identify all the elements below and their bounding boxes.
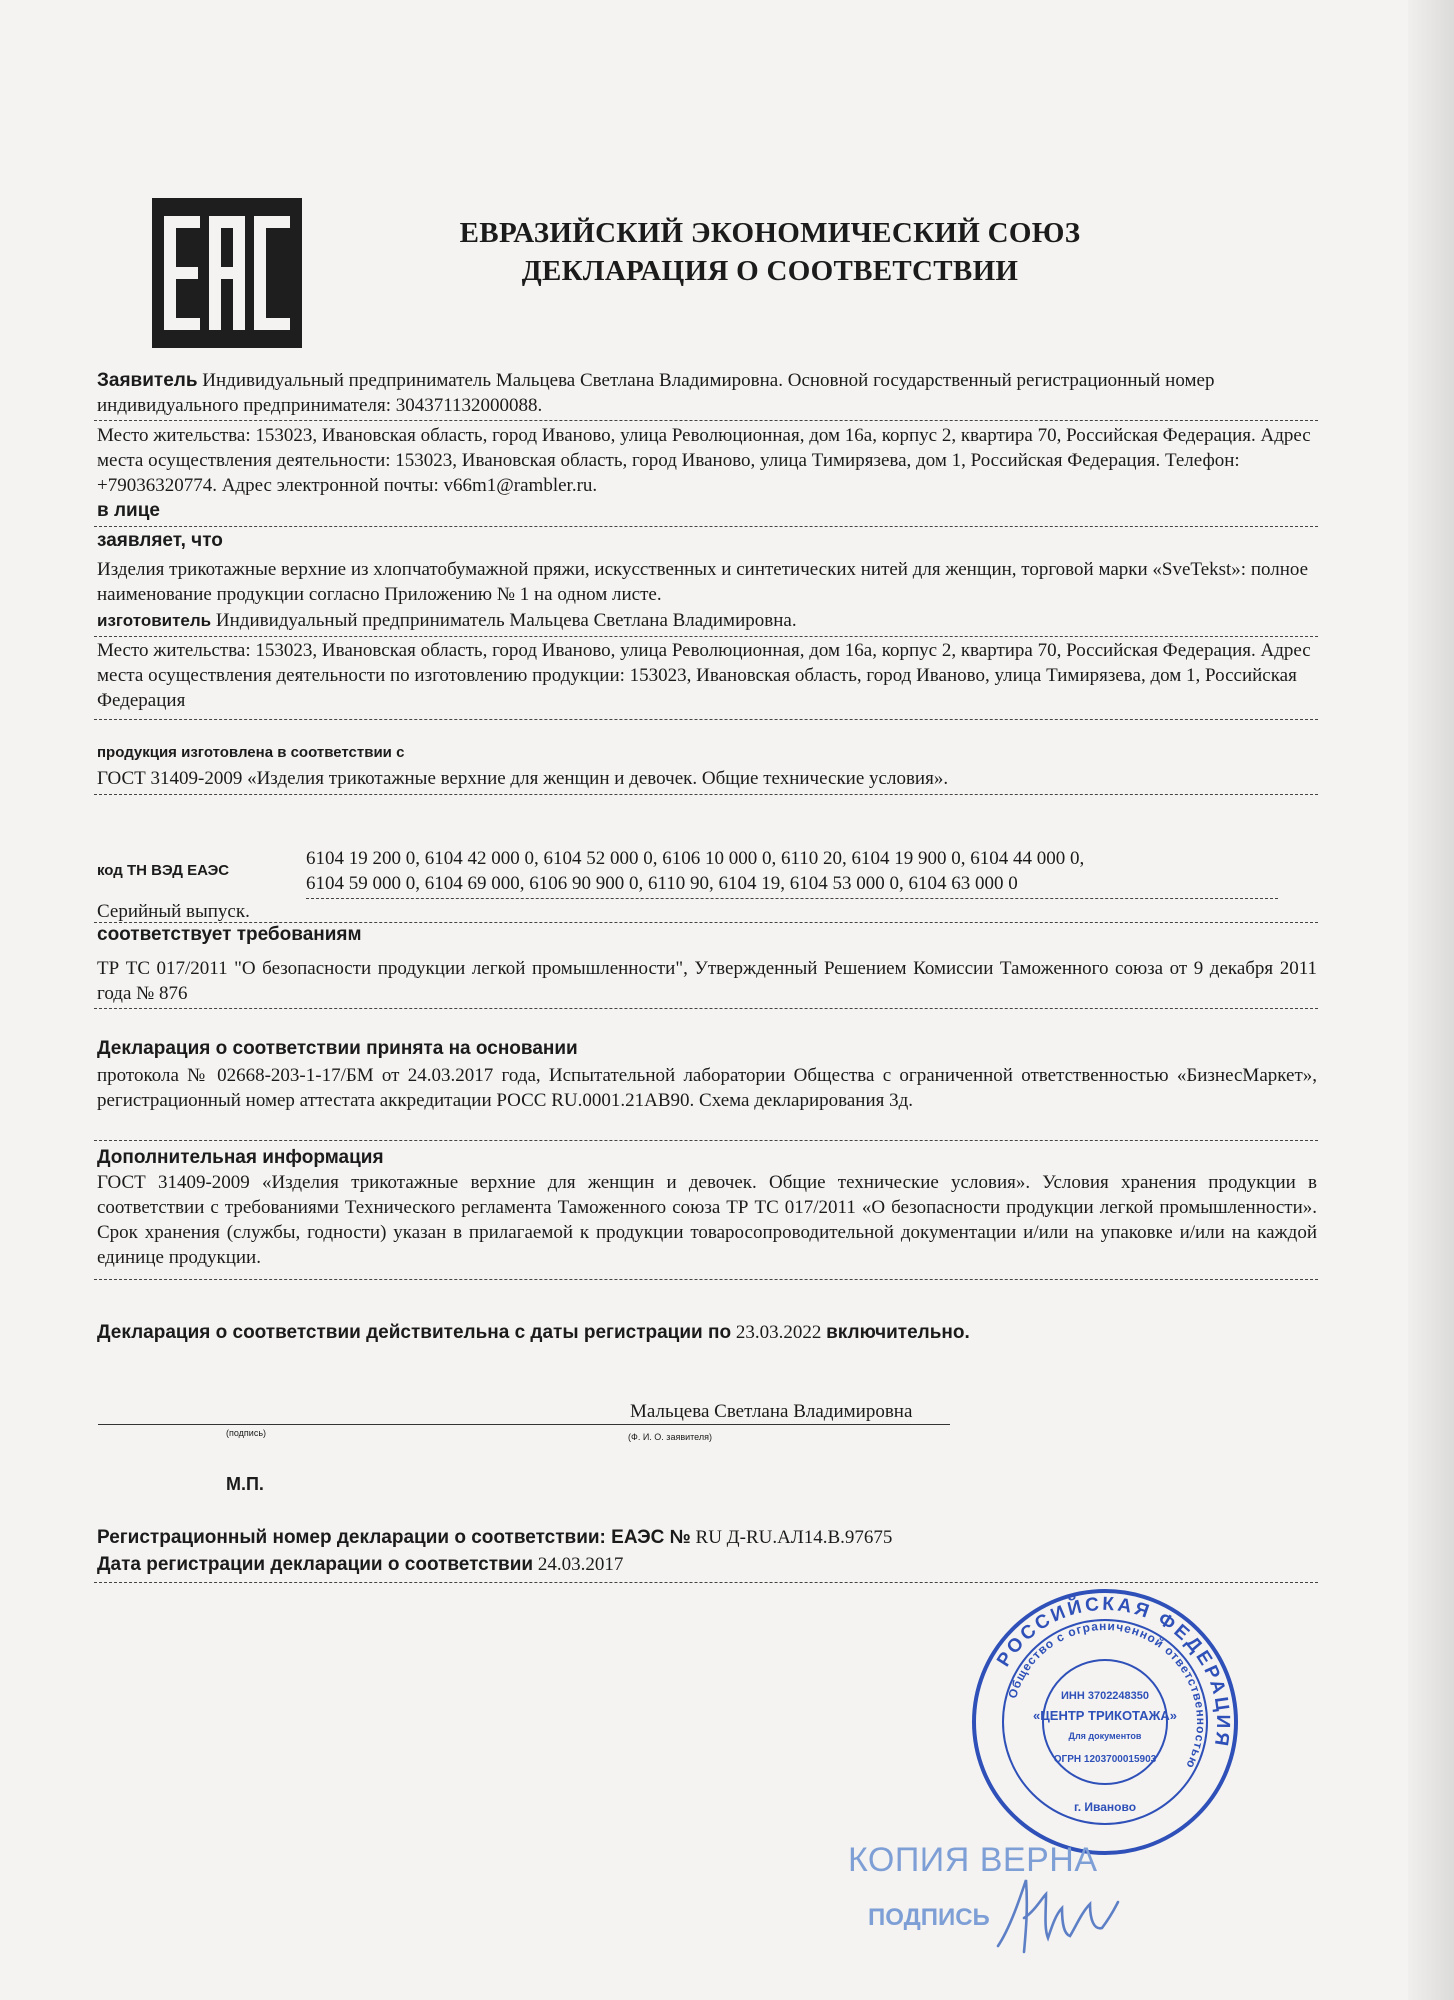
- validity-suffix: включительно.: [826, 1322, 970, 1343]
- stamp-city: г. Иваново: [1073, 1800, 1137, 1814]
- declares-label: заявляет, что: [97, 530, 223, 551]
- standard-label: продукция изготовлена в соответствии с: [97, 744, 405, 761]
- applicant-name: Мальцева Светлана Владимировна: [630, 1401, 913, 1422]
- stamp-company: «ЦЕНТР ТРИКОТАЖА»: [1033, 1708, 1177, 1723]
- page-edge-shadow: [1408, 0, 1454, 2000]
- divider: [94, 636, 1318, 637]
- basis-text: протокола № 02668-203-1-17/БМ от 24.03.2017 года, Испытательной лаборатории Общества с ограниченной ответственностью «БизнесМаркет», регистрационный номер аттестата аккредитации РОСС RU.0001.21АВ90. Схема декларирования 3д.: [97, 1065, 1317, 1111]
- name-caption: (Ф. И. О. заявителя): [628, 1432, 712, 1442]
- serial-release: Серийный выпуск.: [97, 901, 250, 922]
- manufacturer-block: [97, 608, 1317, 633]
- additional-label: Дополнительная информация: [97, 1147, 384, 1168]
- divider: [94, 1140, 1318, 1141]
- validity-line: [97, 1320, 1317, 1345]
- tn-ved-label: код ТН ВЭД ЕАЭС: [97, 862, 230, 879]
- registration-number-line: [97, 1525, 1317, 1550]
- declares-text: Изделия трикотажные верхние из хлопчатобумажной пряжи, искусственных и синтетических нитей для женщин, торговой марки «SveTekst»: полное наименование продукции согласно Приложению № 1 на одном листе.: [97, 559, 1309, 605]
- applicant-block: [97, 368, 1317, 418]
- tn-ved-codes-line1: 6104 19 200 0, 6104 42 000 0, 6104 52 000 0, 6106 10 000 0, 6110 20, 6104 19 900 0, 6104 44 000 0,: [306, 848, 1085, 869]
- divider: [94, 719, 1318, 720]
- registration-date-line: [97, 1552, 1317, 1577]
- stamp-ogrn: ОГРН 1203700015903: [1053, 1754, 1157, 1765]
- applicant-address: Место жительства: 153023, Ивановская область, город Иваново, улица Революционная, дом 16а, корпус 2, квартира 70, Российская Федерация. Адрес места осуществления деятельности: 153023, Ивановская область, город Иваново, улица Тимирязева, дом 1, Российская Федерация. Телефон: +79036320774. Адрес электронной почты: v66m1@rambler.ru.: [97, 425, 1311, 496]
- handwritten-signature: [990, 1868, 1120, 1958]
- title-declaration: ДЕКЛАРАЦИЯ О СООТВЕТСТВИИ: [521, 255, 1019, 287]
- eac-logo: [152, 198, 302, 348]
- requirements-text: ТР ТС 017/2011 "О безопасности продукции легкой промышленности", Утвержденный Решением Комиссии Таможенного союза от 9 декабря 2011 года № 876: [97, 958, 1317, 1004]
- stamp-inn: ИНН 3702248350: [1060, 1690, 1150, 1702]
- document-title: [330, 214, 1210, 290]
- stamp-outer-text: РОССИЙСКАЯ ФЕДЕРАЦИЯ: [993, 1593, 1234, 1751]
- manufacturer-text: Индивидуальный предприниматель Мальцева Светлана Владимировна.: [215, 610, 797, 631]
- registration-number: RU Д-RU.АЛ14.В.97675: [695, 1527, 893, 1548]
- stamp-inner-text: Общество с ограниченной ответственностью: [1005, 1618, 1209, 1772]
- basis-label: Декларация о соответствии принята на основании: [97, 1038, 578, 1059]
- in-person-label: в лице: [97, 500, 160, 521]
- additional-text: ГОСТ 31409-2009 «Изделия трикотажные верхние для женщин и девочек. Общие технические условия». Условия хранения продукции в соответствии с требованиями Технического регламента Таможенного союза ТР ТС 017/2011 «О безопасности продукции легкой промышленности». Срок хранения (службы, годности) указан в прилагаемой к продукции товаросопроводительной документации и/или на упаковке и/или на каждой единице продукции.: [97, 1172, 1317, 1268]
- tn-ved-codes-line2: 6104 59 000 0, 6104 69 000, 6106 90 900 0, 6110 90, 6104 19, 6104 53 000 0, 6104 63 000 0: [306, 873, 1018, 894]
- requirements-label: соответствует требованиям: [97, 924, 362, 945]
- seal-place: М.П.: [226, 1474, 264, 1494]
- divider: [94, 526, 1318, 527]
- copy-certified-stamp: КОПИЯ ВЕРНА: [848, 1841, 1098, 1879]
- signature-caption: (подпись): [226, 1428, 267, 1438]
- validity-prefix: Декларация о соответствии действительна с даты регистрации по: [97, 1322, 732, 1343]
- registration-date-label: Дата регистрации декларации о соответствии: [97, 1554, 534, 1575]
- divider: [94, 1582, 1318, 1583]
- divider: [94, 1008, 1318, 1009]
- tn-ved-codes: [306, 846, 1306, 896]
- manufacturer-label: изготовитель: [97, 611, 212, 630]
- manufacturer-address: Место жительства: 153023, Ивановская область, город Иваново, улица Революционная, дом 16а, корпус 2, квартира 70, Российская Федерация. Адрес места осуществления деятельности по изготовлению продукции: 153023, Ивановская область, город Иваново, улица Тимирязева, дом 1, Российская Федерация: [97, 640, 1311, 711]
- stamp-purpose: Для документов: [1068, 1731, 1142, 1741]
- divider: [94, 1279, 1318, 1280]
- validity-date: 23.03.2022: [735, 1322, 822, 1343]
- signature-line: [98, 1424, 630, 1425]
- registration-number-label: Регистрационный номер декларации о соответствии: ЕАЭС №: [97, 1527, 691, 1548]
- divider: [94, 794, 1318, 795]
- registration-date: 24.03.2017: [537, 1554, 624, 1575]
- divider: [94, 420, 1318, 421]
- standard-text: ГОСТ 31409-2009 «Изделия трикотажные верхние для женщин и девочек. Общие технические условия».: [97, 768, 949, 789]
- name-line: [630, 1424, 950, 1425]
- copy-signature-label: ПОДПИСЬ: [868, 1904, 990, 1931]
- title-union: ЕВРАЗИЙСКИЙ ЭКОНОМИЧЕСКИЙ СОЮЗ: [459, 217, 1081, 249]
- company-stamp: [970, 1587, 1240, 1857]
- applicant-label: Заявитель: [97, 370, 198, 391]
- applicant-text: Индивидуальный предприниматель Мальцева Светлана Владимировна. Основной государственный регистрационный номер индивидуального предпринимателя: 304371132000088.: [97, 370, 1215, 416]
